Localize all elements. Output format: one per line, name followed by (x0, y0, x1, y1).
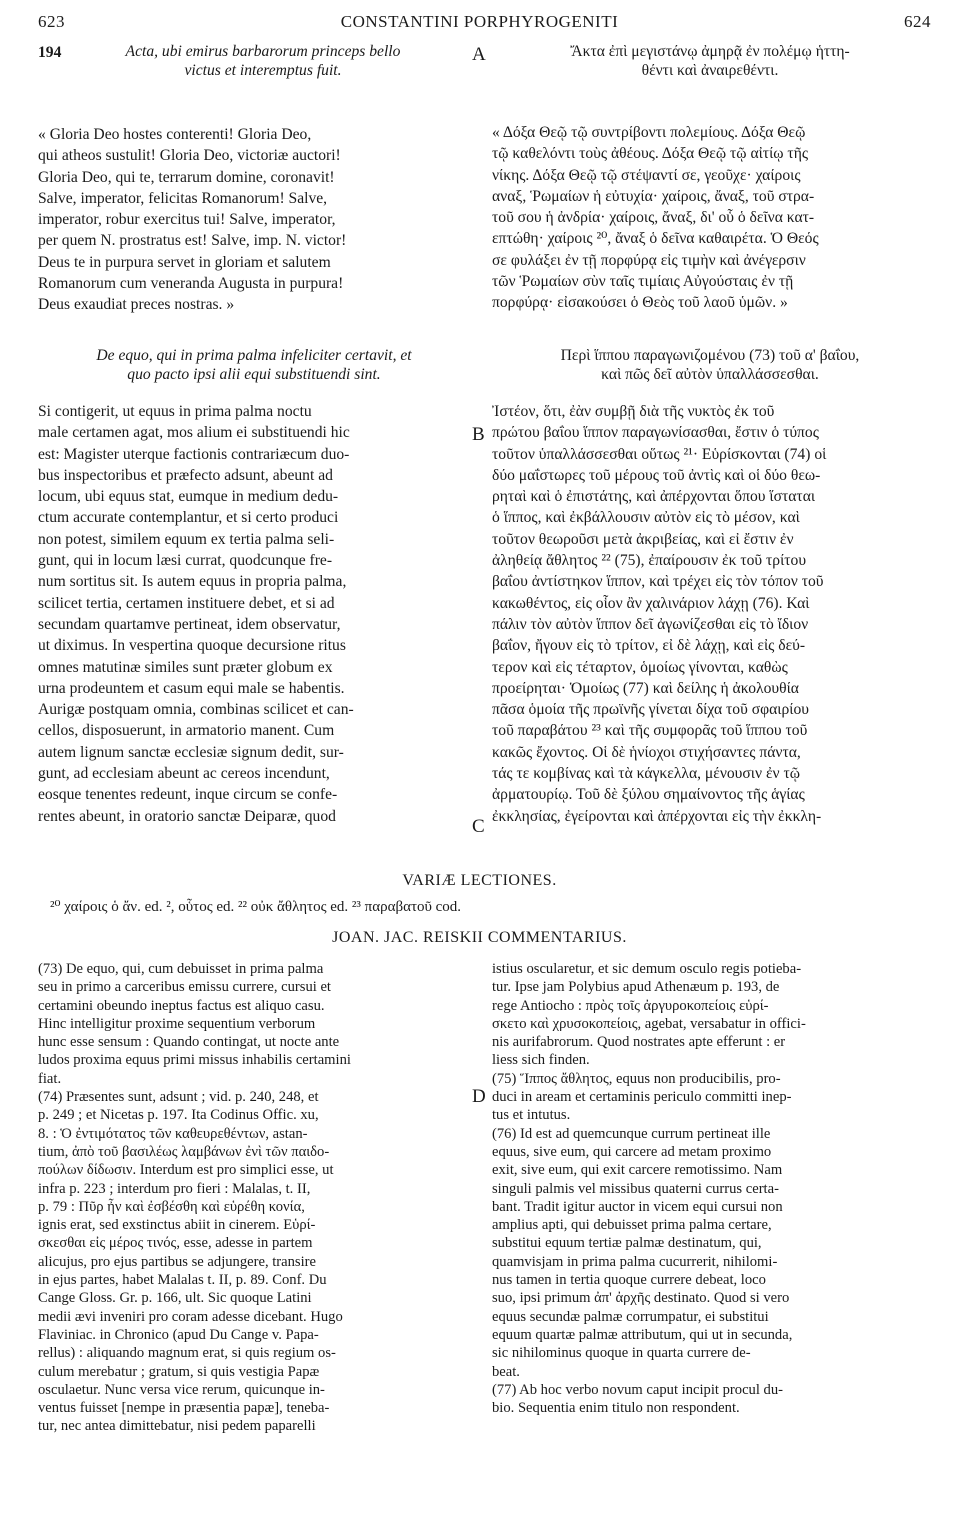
section-194-greek-text: « Δόξα Θεῷ τῷ συντρίβοντι πολεμίους. Δόξα Θεῷ τῷ καθελόντι τοὺς ἀθέους. Δόξα Θεῷ τῷ αἰτίῳ τῆς νίκης. Δόξα Θεῷ τῷ στέψαντί σε, γεοῦχε· χαίροις αναξ, Ῥωμαίων ἡ εὐτυχία· χαίροις, ἄναξ, τοῦ στρα- τοῦ σου ἡ ἀνδρία· χαίροις, ἄναξ, δι' οὗ ὁ δεῖνα κατ- επτώθη· χαίροις ²⁰, ἄναξ ὁ δεῖνα καθαιρέτα. Ὁ Θεός σε φυλάξει ἐν τῇ πορφύρᾳ εἰς τιμὴν καὶ ἀνέγερσιν τῶν Ῥωμαίων σὺν ταῖς τιμίαις Αὐγούσταις ἐν τῇ πορφύρᾳ· εἰσακούσει ὁ Θεὸς τοῦ λαοῦ ὑμῶν. » (492, 124, 819, 312)
commentary-left-text: (73) De equo, qui, cum debuisset in prima palma seu in primo a carceribus emissu currere, cursui et certamini obeundo ineptus factus est aliquo casu. Hinc intelligitur proxime sequentium verborum hunc esse sensum : Quando contingat, ut nocte ante ludos proxima equus primi missus inhabilis certamini fiat. (74) Præsentes sunt, adsunt ; vid. p. 240, 248, et p. 249 ; et Nicetas p. 197. Ita Codinus Offic. xu, 8. : Ὁ ἐντιμότατος τῶν καθευρεθέντων, astan- tium, ἀπὸ τοῦ βασιλέως λαμβάνων ἐνὶ τῶν παιδο- πούλων δίδωσιν. Interdum est pro simplici esse, ut infra p. 223 ; interdum pro fieri : Malalas, t. II, p. 79 : Πῦρ ἦν καὶ ἐσβέσθη καὶ εὑρέθη κονία, ignis erat, sed exstinctus abiit in cinerem. Εὑρί- σκεσθαι εἰς μέρος τινός, esse, adesse in partem alicujus, pro ejus partibus se adjungere, transire in ejus partes, habet Malalas t. II, p. 89. Conf. Du Cange Gloss. Gr. p. 166, ult. Sic quoque Latini medii ævi inveniri pro coram adesse dicebant. Hugo Flaviniac. in Chronico (apud Du Cange v. Papa- rellus) : aliquando magnum erat, si quis regium os- culum merebatur ; gratum, si quis vestigia Papæ osculaetur. Nunc versa vice rerum, quicunque in- ventus fuisset [nempe in præsentia papæ], teneba- tur, nec antea dimittebatur, nisi pedem paparelli (38, 961, 351, 1435)
section-equo-greek-title-block (492, 346, 928, 384)
variae-lectiones-heading: VARIÆ LECTIONES. (402, 872, 557, 889)
variae-lectiones-text: ²⁰ χαίροις ὁ ἄν. ed. ², οὗτος ed. ²² οὐκ ἄθλητος ed. ²³ παραβατοῦ cod. (50, 899, 462, 915)
section-194-greek-title-block (492, 42, 928, 80)
commentary-right-block (492, 960, 928, 1417)
commentary-heading: JOAN. JAC. REISKII COMMENTARIUS. (332, 929, 627, 946)
left-page-number: 623 (38, 12, 65, 31)
margin-marker-a: A (472, 44, 486, 65)
section-equo-latin-text: Si contigerit, ut equus in prima palma noctu male certamen agat, mos alium ei substituendi hic est: Magister uterque factionis contrariæcum duo- bus inspectoribus et præfecto adsunt, abeunt ad locum, ubi equus stat, eumque in medium dedu- ctum accurate contemplantur, et si certo produci non potest, similem equum ex tertia palma seli- gunt, qui in locum læsi currat, quodcunque fre- num sortitus sit. Is autem equus in propria palma, scilicet tertia, certamen instituere debet, et si ad secundam quartamve pertineat, idem observatur, ut diximus. In vespertina quoque decursione ritus omnes matutinæ similes sunt præter globum ex urna prodeuntem et casum equi male se habentis. Aurigæ postquam omnia, combinas scilicet et can- cellos, disposuerunt, in armatorio manent. Cum autem lignum sanctæ ecclesiæ signum dedit, sur- gunt, ad ecclesiam abeunt ac cereos incendunt, eosque tenentes redeunt, inque circum se confe- rentes abeunt, in oratorio sanctæ Deiparæ, quod (38, 403, 354, 825)
commentary-left-block (38, 960, 470, 1436)
commentary-right-text: istius oscularetur, et sic demum osculo regis potieba- tur. Ipse jam Polybius apud Athenæum p. 193, de rege Antiocho : πρὸς τοῖς ἀργυροκοπείοις εὑρί- σκετο καὶ χρυσοκοπείοις, agebat, versabatur in offici- nis aurifabrorum. Quod nostrates apte efferunt : er liess sich finden. (75) Ἵππος ἄθλητος, equus non producibilis, pro- duci in aream et certaminis periculo committi inep- tus et intutus. (76) Id est ad quemcunque currum pertineat ille equus, sive eum, qui carcere ad metam proximo exit, sive eum, qui exit carcere remotissimo. Nam singuli palmis vel missibus quaterni currus certa- bant. Tradit igitur auctor in vicem equi cursui non amplius apti, qui debuisset prima palma certare, substitui equum tertiæ palmæ destinatum, qui, quamvisjam in prima palma cucurrerit, nihilomi- nus tamen in tertia quoque currere debeat, loco suo, ipsi primum ἀπ' ἀρχῆς destinato. Quod si vero equus secundæ palmæ corrumpatur, ei substitui equum quartæ palmæ attributum, qui ut in secunda, sic nihilominus quoque in quarta currere de- beat. (77) Ab hoc verbo novum caput incipit procul du- bio. Sequentia enim titulo non respondent. (492, 961, 806, 1417)
section-equo-latin-text-block (38, 401, 470, 827)
section-equo-greek-text-block (492, 401, 928, 827)
section-194-latin-text-block (38, 124, 470, 316)
section-194-latin-title: Acta, ubi emirus barbarorum princeps bello victus et interemptus fuit. (125, 43, 401, 79)
running-title: CONSTANTINI PORPHYROGENITI (340, 12, 619, 31)
section-194-latin-text: « Gloria Deo hostes conterenti! Gloria Deo, qui atheos sustulit! Gloria Deo, victoriæ auctori! Gloria Deo, qui te, terrarum domine, coronavit! Salve, imperator, felicitas Romanorum! Salve, imperator, robur exercitus tui! Salve, imperator, per quem N. prostratus est! Salve, imp. N. victor! Deus te in purpura servet in gloriam et salutem Romanorum cum veneranda Augusta in purpura! Deus exaudiat preces nostras. » (38, 126, 347, 314)
section-equo-greek-text: Ἰστέον, ὅτι, ἐὰν συμβῇ διὰ τῆς νυκτὸς ἐκ τοῦ πρώτου βαΐου ἵππον παραγωνίσασθαι, ἔστιν ὁ τύπος τοῦτον ὑπαλλάσσεσθαι οὕτως ²¹· Εὑρίσκονται (74) οἱ δύο μαΐστωρες τοῦ μέρους τοῦ ἀντὶς καὶ οἱ δύο θεω- ρηταὶ καὶ ὁ ἐπιστάτης, καὶ ἀπέρχονται ὅπου ἵσταται ὁ ἵππος, καὶ ἐκβάλλουσιν αὐτὸν εἰς τὸ μέσον, καὶ τοῦτον θεωροῦσι μετὰ ἀκριβείας, καὶ εἰ ἔστιν ἐν ἀληθείᾳ ἄθλητος ²² (75), ἐπαίρουσιν ἐκ τοῦ τρίτου βαΐου ἀντίστηκον ἵππον, καὶ τρέχει εἰς τὸν τόπον τοῦ κακωθέντος, εἰς οἷον ἂν χαλινάριον λάχῃ (76). Καὶ πάλιν τὸν αὐτὸν ἵππον δεῖ ἀγωνίζεσθαι εἰς τὸ ἴδιον βαΐον, ἤγουν εἰς τὸ τρίτον, εἰ δὲ λάχῃ, καὶ εἰς δεύ- τερον καὶ εἰς τέταρτον, ὁμοίως γίνονται, καθὼς προείρηται· Ὁμοίως (77) καὶ δείλης ἡ ἀκολουθία πᾶσα ὁμοία τῆς πρωϊνῆς γίνεται δίχα τοῦ σφαιρίου τοῦ παραβάτου ²³ καὶ τῆς συμφορᾶς τοῦ ἵππου τοῦ κακῶς ἔχοντος. Οἱ δὲ ἡνίοχοι στιχήσαντες πάντα, τάς τε κομβίνας καὶ τὰ κάγκελλα, μένουσιν ἐν τῷ ἀρματουρίῳ. Τοῦ δὲ ξύλου σημαίνοντος τῆς ἁγίας ἐκκλησίας, ἐγείρονται καὶ ἀπέρχονται εἰς τὴν ἐκκλη- (492, 403, 827, 825)
section-equo-latin-title: De equo, qui in prima palma infeliciter certavit, et quo pacto ipsi alii equi substituendi sint. (96, 347, 412, 383)
section-equo-latin-title-block (38, 346, 470, 384)
section-194-greek-text-block (492, 122, 928, 314)
margin-marker-d: D (472, 1086, 486, 1107)
margin-marker-c: C (472, 816, 485, 837)
section-equo-greek-title: Περὶ ἵππου παραγωνιζομένου (73) τοῦ α' βαΐου, καὶ πῶς δεῖ αὐτὸν ὑπαλλάσσεσθαι. (560, 347, 860, 383)
section-194-greek-title: Ἄκτα ἐπὶ μεγιστάνῳ ἀμηρᾷ ἐν πολέμῳ ἡττη- θέντι καὶ ἀναιρεθέντι. (570, 43, 850, 79)
section-number: 194 (38, 44, 62, 61)
section-194-latin-title-block (38, 42, 470, 80)
right-page-number: 624 (904, 12, 931, 31)
margin-marker-b: B (472, 424, 485, 445)
